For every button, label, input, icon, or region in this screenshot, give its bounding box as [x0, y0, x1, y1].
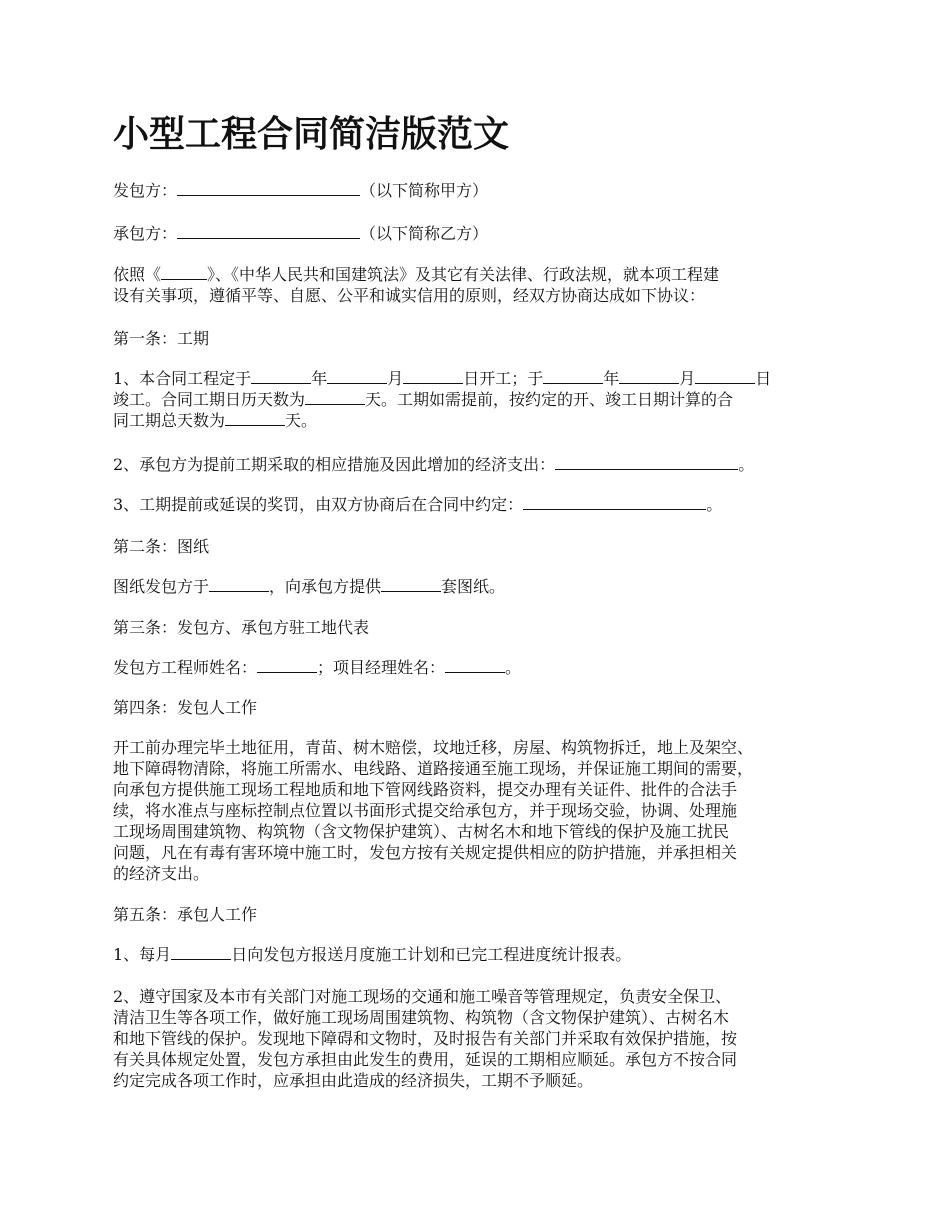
- text-duration-desc: 天。工期如需提前，按约定的开、竣工日期计算的合: [365, 390, 734, 409]
- article-4-heading: 第四条：发包人工作: [113, 698, 258, 717]
- article-5-item-2-line: 有关具体规定处置，发包方承担由此发生的费用，延误的工期相应顺延。承包方不按合同: [113, 1050, 738, 1069]
- article-4-line: 地下障碍物清除，将施工所需水、电线路、道路接通至施工现场，并保证施工期间的需要，: [113, 759, 754, 778]
- monthly-text-b: 日向发包方报送月度施工计划和已完工程进度统计报表。: [231, 945, 632, 964]
- item-3-text: 3、工期提前或延误的奖罚，由双方协商后在合同中约定：: [113, 495, 524, 514]
- article-5-item-2: [113, 986, 853, 1091]
- item-2-text: 2、承包方为提前工期采取的相应措施及因此增加的经济支出：: [113, 455, 556, 474]
- monthly-text-a: 1、每月: [113, 945, 172, 964]
- article-2-heading: 第二条：图纸: [113, 537, 210, 556]
- start-day-blank: [403, 369, 463, 384]
- party-b-blank: [177, 224, 360, 239]
- engineer-name-blank: [257, 658, 317, 673]
- intro-text-b: 》、《中华人民共和国建筑法》及其它有关法律、行政法规，就本项工程建: [207, 265, 720, 284]
- party-b-label: 承包方：: [113, 224, 178, 243]
- text-start-date-label: 1、本合同工程定于: [113, 369, 252, 388]
- party-a-blank: [177, 181, 360, 196]
- intro-paragraph: [113, 264, 853, 306]
- party-a-note: （以下简称甲方）: [360, 181, 489, 200]
- end-year-blank: [543, 369, 603, 384]
- text-days-end: 天。: [285, 411, 318, 430]
- party-a-label: 发包方：: [113, 181, 178, 200]
- intro-line-2: 设有关事项，遵循平等、自愿、公平和诚实信用的原则，经双方协商达成如下协议：: [113, 286, 706, 305]
- monthly-day-blank: [171, 945, 231, 960]
- article-4-line: 的经济支出。: [113, 864, 210, 883]
- item-2-end: 。: [738, 455, 755, 474]
- article-1-item-1: [113, 368, 853, 431]
- article-1-item-3: [113, 494, 853, 515]
- article-1-item-1-line-3: [113, 410, 853, 431]
- party-a-line: [113, 180, 853, 201]
- article-5-item-1: [113, 944, 853, 965]
- article-4-line: 开工前办理完毕土地征用，青苗、树木赔偿，坟地迁移，房屋、构筑物拆迁，地上及架空、: [113, 738, 754, 757]
- article-3-end: 。: [505, 658, 522, 677]
- start-year-blank: [251, 369, 311, 384]
- article-1-heading: 第一条：工期: [113, 329, 210, 348]
- engineer-name-label: 发包方工程师姓名：: [113, 658, 258, 677]
- text-total-days-label: 同工期总天数为: [113, 411, 226, 430]
- text-month-2: 月: [679, 369, 696, 388]
- text-year: 年: [311, 369, 328, 388]
- penalty-blank: [523, 495, 706, 510]
- manager-name-label: ；项目经理姓名：: [317, 658, 446, 677]
- law-name-blank: [161, 265, 207, 280]
- intro-line-1: [113, 264, 853, 285]
- article-5-item-2-line: 清洁卫生等各项工作，做好施工现场周围建筑物、构筑物（含文物保护建筑）、古树名木: [113, 1008, 730, 1027]
- article-4-line: 续，将水准点与座标控制点位置以书面形式提交给承包方，并于现场交验，协调、处理施: [113, 801, 738, 820]
- article-3-text: [113, 657, 853, 678]
- article-2-text: [113, 576, 853, 597]
- article-5-item-2-line: 和地下管线的保护。发现地下障碍和文物时，及时报告有关部门并采取有效保护措施，按: [113, 1029, 738, 1048]
- text-month: 月: [387, 369, 404, 388]
- duration-days-blank: [305, 390, 365, 405]
- total-days-blank: [225, 411, 285, 426]
- drawings-sets-blank: [381, 577, 441, 592]
- start-month-blank: [327, 369, 387, 384]
- article-3-heading: 第三条：发包方、承包方驻工地代表: [113, 618, 370, 637]
- article-5-heading: 第五条：承包人工作: [113, 905, 258, 924]
- party-b-note: （以下简称乙方）: [360, 224, 489, 243]
- drawings-text-c: 套图纸。: [441, 577, 506, 596]
- article-1-item-1-line-2: [113, 389, 853, 410]
- manager-name-blank: [445, 658, 505, 673]
- text-duration-label: 竣工。合同工期日历天数为: [113, 390, 306, 409]
- text-year-2: 年: [603, 369, 620, 388]
- article-1-item-2: [113, 454, 853, 475]
- text-day-2: 日: [755, 369, 772, 388]
- article-4-line: 向承包方提供施工现场工程地质和地下管网线路资料，提交办理有关证件、批件的合法手: [113, 780, 738, 799]
- article-5-item-2-line: 2、遵守国家及本市有关部门对施工现场的交通和施工噪音等管理规定，负责安全保卫、: [113, 987, 732, 1006]
- expense-blank: [555, 455, 738, 470]
- drawings-date-blank: [209, 577, 269, 592]
- article-4-line: 问题，凡在有毒有害环境中施工时，发包方按有关规定提供相应的防护措施，并承担相关: [113, 843, 738, 862]
- article-4-line: 工现场周围建筑物、构筑物（含文物保护建筑）、古树名木和地下管线的保护及施工扰民: [113, 822, 730, 841]
- intro-text-a: 依照《: [113, 265, 162, 284]
- drawings-text-a: 图纸发包方于: [113, 577, 210, 596]
- end-month-blank: [619, 369, 679, 384]
- end-day-blank: [695, 369, 755, 384]
- item-3-end: 。: [706, 495, 723, 514]
- article-5-item-2-line: 约定完成各项工作时，应承担由此造成的经济损失，工期不予顺延。: [113, 1071, 594, 1090]
- drawings-text-b: ，向承包方提供: [269, 577, 382, 596]
- party-b-line: [113, 223, 853, 244]
- document-title: 小型工程合同简洁版范文: [113, 114, 510, 155]
- article-1-item-1-line-1: [113, 368, 853, 389]
- article-4-paragraph: [113, 737, 853, 884]
- text-start-end: 日开工；于: [463, 369, 544, 388]
